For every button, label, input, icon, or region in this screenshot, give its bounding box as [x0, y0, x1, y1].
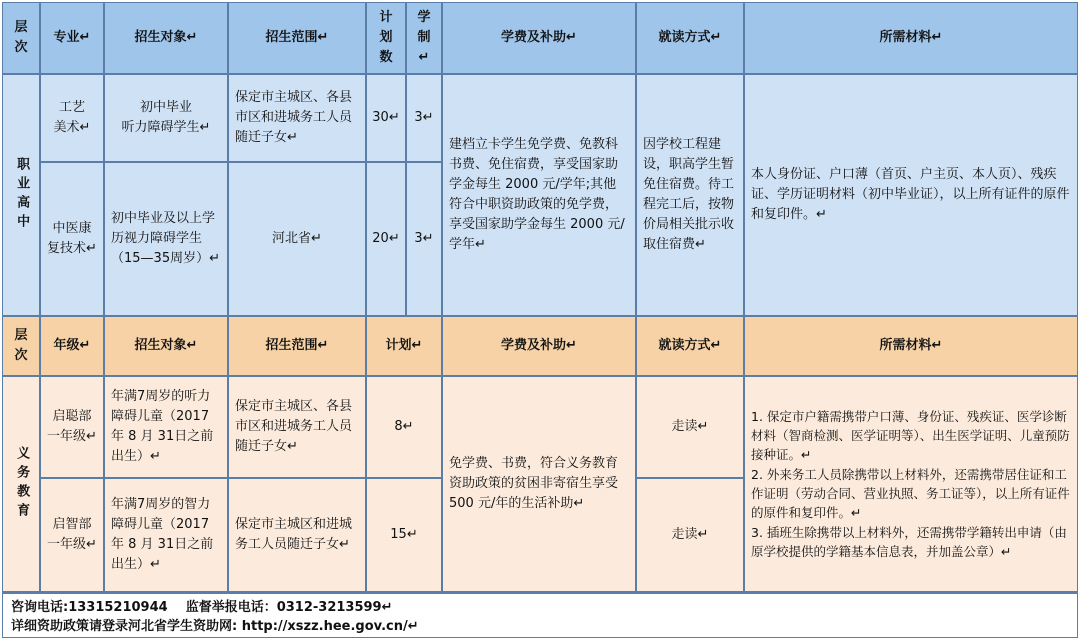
row1-major: 工艺 美术↵	[40, 74, 104, 162]
row1-years: 3↵	[406, 74, 442, 162]
header2-level: 层 次	[2, 316, 40, 376]
contact-footer	[2, 592, 1078, 638]
header2-materials: 所需材料↵	[744, 316, 1078, 376]
header-major: 专业↵	[40, 2, 104, 74]
row1-target: 初中毕业 听力障碍学生↵	[104, 74, 228, 162]
row4-study-mode: 走读↵	[636, 478, 744, 592]
row2-years: 3↵	[406, 162, 442, 316]
header2-scope: 招生范围↵	[228, 316, 366, 376]
compulsory-materials: 1. 保定市户籍需携带户口薄、身份证、残疾证、医学诊断材料（智商检测、医学证明等）、出生医学证明、儿童预防接种证。↵ 2. 外来务工人员除携带以上材料外，还需携带居住证和工作证明（劳动合同、营业执照、务工证等），以上所有证件的原件和复印件。↵ 3. 插班生除携带以上材料外，还需携带学籍转出申请（由原学校提供的学籍基本信息表，并加盖公章）↵	[744, 376, 1078, 592]
header2-plan: 计划↵	[366, 316, 442, 376]
header-target: 招生对象↵	[104, 2, 228, 74]
row4-scope: 保定市主城区和进城务工人员随迁子女↵	[228, 478, 366, 592]
header-level: 层 次	[2, 2, 40, 74]
row3-grade: 启聪部 一年级↵	[40, 376, 104, 478]
header-scope: 招生范围↵	[228, 2, 366, 74]
header2-grade: 年级↵	[40, 316, 104, 376]
row3-study-mode: 走读↵	[636, 376, 744, 478]
header2-study: 就读方式↵	[636, 316, 744, 376]
row1-plan: 30↵	[366, 74, 406, 162]
row2-scope: 河北省↵	[228, 162, 366, 316]
row1-scope: 保定市主城区、各县市区和进城务工人员随迁子女↵	[228, 74, 366, 162]
row3-plan: 8↵	[366, 376, 442, 478]
report-phone: 监督举报电话：0312-3213599↵	[185, 600, 393, 615]
row3-scope: 保定市主城区、各县市区和进城务工人员随迁子女↵	[228, 376, 366, 478]
header-fees: 学费及补助↵	[442, 2, 636, 74]
row2-target: 初中毕业及以上学历视力障碍学生（15—35周岁）↵	[104, 162, 228, 316]
vocational-fees: 建档立卡学生免学费、免教科书费、免住宿费，享受国家助学金每生 2000 元/学年;其他符合中职资助政策的免学费，享受国家助学金每生 2000 元/学年↵	[442, 74, 636, 316]
row2-plan: 20↵	[366, 162, 406, 316]
row4-grade: 启智部 一年级↵	[40, 478, 104, 592]
vocational-materials: 本人身份证、户口薄（首页、户主页、本人页）、残疾证、学历证明材料（初中毕业证），以上所有证件的原件和复印件。↵	[744, 74, 1078, 316]
header2-fees: 学费及补助↵	[442, 316, 636, 376]
header-years: 学 制↵	[406, 2, 442, 74]
phone-line	[11, 598, 1069, 617]
compulsory-fees: 免学费、书费，符合义务教育资助政策的贫困非寄宿生享受 500 元/年的生活补助↵	[442, 376, 636, 592]
header-materials: 所需材料↵	[744, 2, 1078, 74]
policy-link[interactable]: 详细资助政策请登录河北省学生资助网: http://xszz.hee.gov.cn/↵	[11, 619, 419, 634]
header-study: 就读方式↵	[636, 2, 744, 74]
consult-phone: 咨询电话:13315210944	[11, 600, 168, 615]
row2-major: 中医康复技术↵	[40, 162, 104, 316]
enrollment-table	[2, 2, 1078, 638]
header2-target: 招生对象↵	[104, 316, 228, 376]
level-vocational: 职业高中	[2, 74, 40, 316]
header-plan: 计 划 数	[366, 2, 406, 74]
row4-target: 年满7周岁的智力障碍儿童（2017 年 8 月 31日之前出生）↵	[104, 478, 228, 592]
row3-target: 年满7周岁的听力障碍儿童（2017 年 8 月 31日之前出生）↵	[104, 376, 228, 478]
level-compulsory: 义务教育	[2, 376, 40, 592]
vocational-study-mode: 因学校工程建设，职高学生暂免住宿费。待工程完工后，按物价局相关批示收取住宿费↵	[636, 74, 744, 316]
row4-plan: 15↵	[366, 478, 442, 592]
